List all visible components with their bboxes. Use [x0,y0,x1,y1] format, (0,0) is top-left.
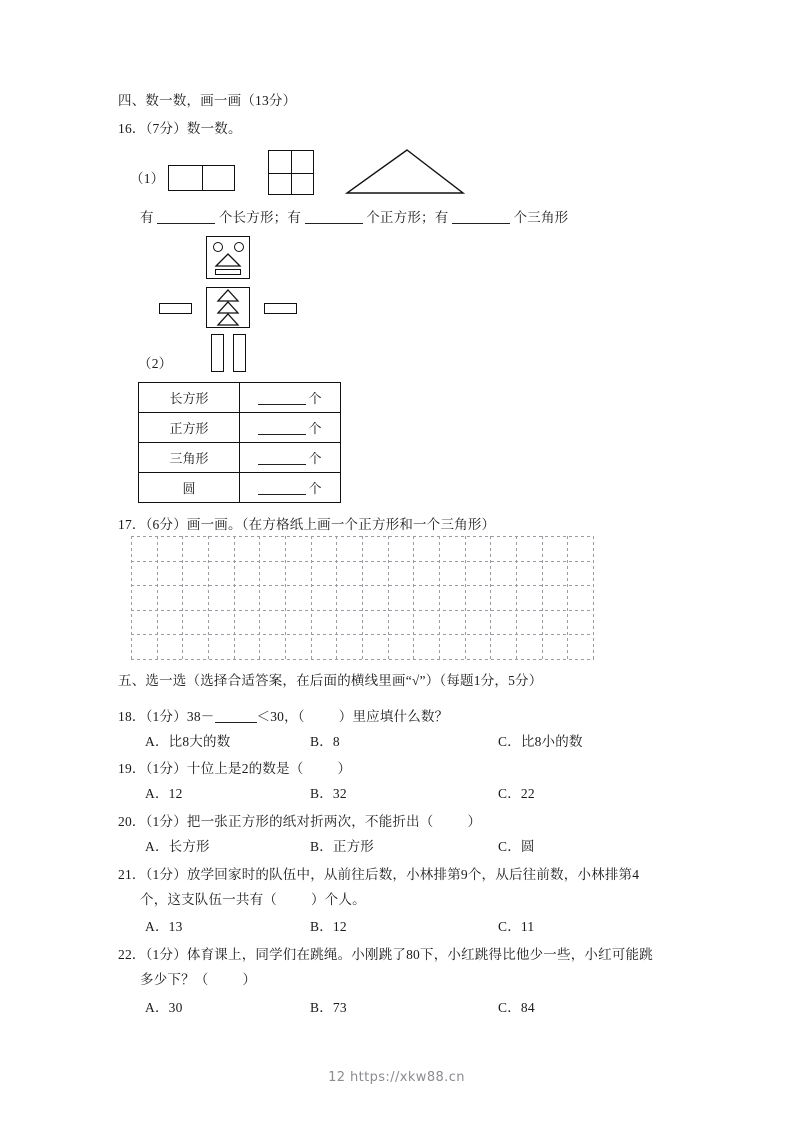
table-cell-answer[interactable] [240,383,341,413]
q21-stem-b: 个，这支队伍一共有（ [140,892,277,907]
question-16-part1-figures [130,148,590,204]
table-cell-answer[interactable] [240,413,341,443]
table-row [139,413,341,443]
robot-eye-right-circle [234,242,244,252]
question-22-option-a[interactable]: A．30 [145,1000,183,1015]
question-16-stem: 16．（7分）数一数。 [118,121,242,136]
blank-count-triangle[interactable] [258,453,306,465]
question-22-stem-line2 [140,971,256,989]
grid-line-vertical [413,536,414,660]
q18-stem-a: 18．（1分）38－ [118,709,215,724]
robot-eye-left-circle [213,242,223,252]
question-21-option-a[interactable]: A．13 [145,919,183,934]
table-cell-shape: 三角形 [139,443,240,473]
grid-line-vertical [388,536,389,660]
robot-nose-triangle [214,253,242,268]
section-4-heading: 四、数一数，画一画（13分） [118,93,297,108]
table-cell-shape: 正方形 [139,413,240,443]
grid-line-vertical [336,536,337,660]
question-18-option-b[interactable]: B．8 [310,734,340,749]
page-footer-watermark: 12 https://xkw88.cn [328,1070,465,1085]
blank-triangle-count[interactable] [452,211,510,224]
question-22-option-b[interactable]: B．73 [310,1000,347,1015]
table-cell-answer[interactable] [240,443,341,473]
grid-line-vertical [490,536,491,660]
q18-stem-c: ）里应填什么数？ [338,709,449,724]
triangle-figure [345,148,465,198]
blank-count-square[interactable] [258,423,306,435]
q20-stem-a: 20．（1分）把一张正方形的纸对折两次，不能折出（ [118,814,434,829]
question-17-stem: 17．（6分）画一画。（在方格纸上画一个正方形和一个三角形） [118,517,496,532]
blank-count-circle[interactable] [258,483,306,495]
grid-line-vertical [439,536,440,660]
grid-line-vertical [362,536,363,660]
sentence-正方形: 个正方形；有 [366,210,449,225]
question-18-stem [118,708,448,726]
table-cell-answer[interactable] [240,473,341,503]
table-cell-shape: 长方形 [139,383,240,413]
sentence-三角形: 个三角形 [513,210,569,225]
q20-stem-c: ） [467,814,482,829]
blank-square-count[interactable] [305,211,363,224]
q22-stem-c: ） [242,972,257,987]
grid-line-vertical [465,536,466,660]
robot-leg-right-rectangle [233,334,246,372]
grid-line-vertical [311,536,312,660]
grid-line-vertical [208,536,209,660]
q18-stem-b: ＜30，（ [256,709,305,724]
rectangle-2-cells-figure [168,165,235,191]
table-row [139,383,341,413]
question-20-option-a[interactable]: A．长方形 [145,839,210,854]
question-19-option-c[interactable]: C．22 [498,786,535,801]
grid-line-vertical [131,536,132,660]
q19-stem-c: ） [337,761,352,776]
square-4-cells-figure [268,150,314,195]
grid-line-vertical [567,536,568,660]
sentence-有-1: 有 [140,210,154,225]
question-21-option-c[interactable]: C．11 [498,919,535,934]
question-21-stem-line2 [140,891,366,909]
question-21-option-b[interactable]: B．12 [310,919,347,934]
question-16-part1-sentence [140,209,568,227]
robot-mouth-rectangle [215,269,241,275]
question-21-stem-line1: 21．（1分）放学回家时的队伍中，从前往后数，小林排第9个，从后往前数，小林排第4 [118,867,640,882]
robot-body-triangles [213,289,243,327]
q21-stem-c: ）个人。 [311,892,366,907]
part2-label: （2） [138,356,173,371]
robot-arm-right-rectangle [264,303,297,314]
robot-leg-left-rectangle [211,334,224,372]
grid-line-vertical [234,536,235,660]
grid-line-vertical [542,536,543,660]
q22-stem-b: 多少下？（ [140,972,209,987]
sentence-长方形: 个长方形；有 [218,210,302,225]
blank-rectangle-count[interactable] [157,211,215,224]
robot-figure [150,236,370,372]
question-19-option-b[interactable]: B．32 [310,786,347,801]
question-19-option-a[interactable]: A．12 [145,786,183,801]
question-18-option-a[interactable]: A．比8大的数 [145,734,231,749]
grid-paper-drawing-area[interactable] [131,536,594,660]
question-20-option-b[interactable]: B．正方形 [310,839,375,854]
grid-line-vertical [259,536,260,660]
unit-label: 个 [308,391,322,406]
table-cell-shape: 圆 [139,473,240,503]
unit-label: 个 [308,421,322,436]
q19-stem-a: 19．（1分）十位上是2的数是（ [118,761,304,776]
shape-count-table [138,382,341,503]
q18-blank[interactable] [215,710,257,723]
section-5-heading: 五、选一选（选择合适答案，在后面的横线里画“√”）（每题1分，5分） [118,673,543,688]
grid-line-vertical [157,536,158,660]
grid-line-vertical [182,536,183,660]
table-row [139,443,341,473]
question-20-option-c[interactable]: C．圆 [498,839,535,854]
unit-label: 个 [308,481,322,496]
question-22-option-c[interactable]: C．84 [498,1000,535,1015]
grid-line-vertical [285,536,286,660]
question-22-stem-line1: 22．（1分）体育课上，同学们在跳绳。小刚跳了80下，小红跳得比他少一些，小红可能跳 [118,947,653,962]
grid-line-vertical [516,536,517,660]
robot-arm-left-rectangle [159,303,192,314]
part1-label: （1） [130,171,165,186]
blank-count-rectangle[interactable] [258,393,306,405]
question-20-stem [118,813,481,831]
question-18-option-c[interactable]: C．比8小的数 [498,734,583,749]
table-row [139,473,341,503]
question-19-stem [118,760,351,778]
unit-label: 个 [308,451,322,466]
grid-line-vertical [593,536,594,660]
